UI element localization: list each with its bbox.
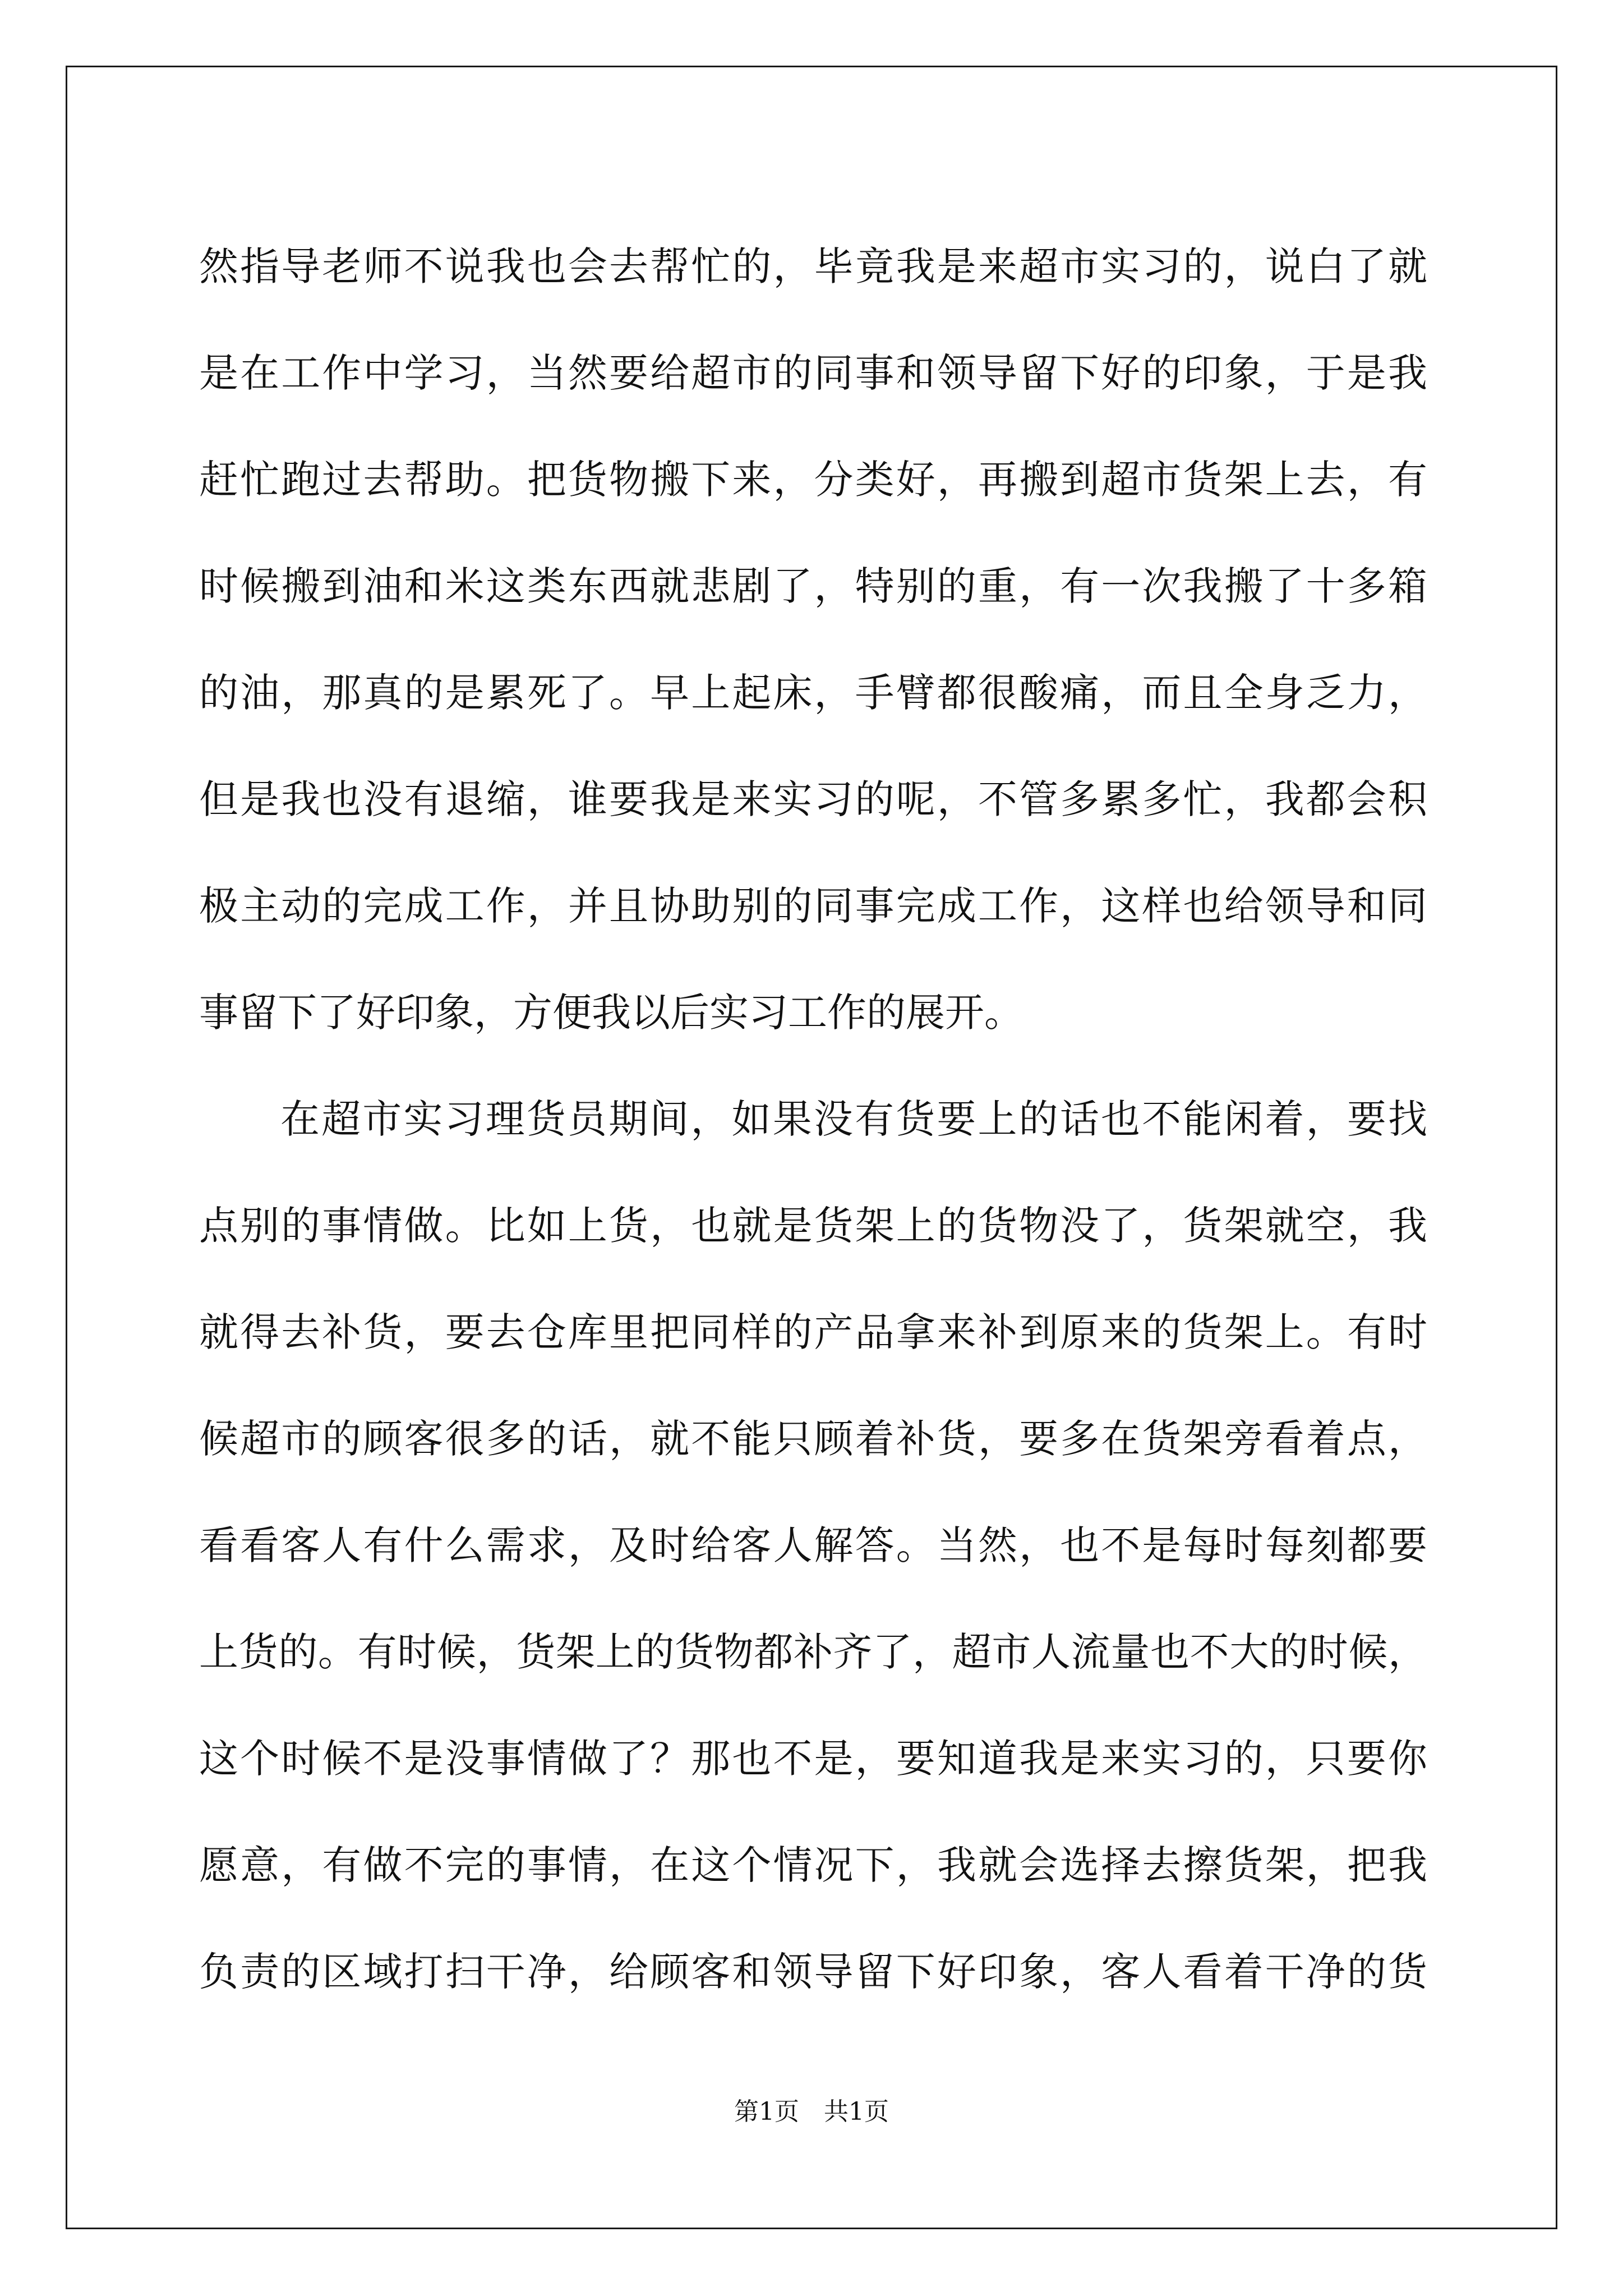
paragraph-2-line-6: 上货的。有时候，货架上的货物都补齐了，超市人流量也不大的时候， — [199, 1629, 1427, 1675]
paragraph-1-line-6: 但是我也没有退缩，谁要我是来实习的呢，不管多累多忙，我都会积 — [199, 776, 1427, 822]
paragraph-2-line-7: 这个时候不是没事情做了？那也不是，要知道我是来实习的，只要你 — [199, 1736, 1427, 1782]
paragraph-2-line-8: 愿意，有做不完的事情，在这个情况下，我就会选择去擦货架，把我 — [199, 1842, 1427, 1888]
paragraph-2-line-2: 点别的事情做。比如上货，也就是货架上的货物没了，货架就空，我 — [199, 1203, 1427, 1249]
paragraph-2-line-5: 看看客人有什么需求，及时给客人解答。当然，也不是每时每刻都要 — [199, 1522, 1427, 1568]
paragraph-2-line-9: 负责的区域打扫干净，给顾客和领导留下好印象，客人看着干净的货 — [199, 1949, 1427, 1995]
paragraph-2-line-3: 就得去补货，要去仓库里把同样的产品拿来补到原来的货架上。有时 — [199, 1309, 1427, 1355]
paragraph-1-line-4: 时候搬到油和米这类东西就悲剧了，特别的重，有一次我搬了十多箱 — [199, 563, 1427, 609]
paragraph-2-line-4: 候超市的顾客很多的话，就不能只顾着补货，要多在货架旁看着点， — [199, 1416, 1427, 1462]
paragraph-1-line-7: 极主动的完成工作，并且协助别的同事完成工作，这样也给领导和同 — [199, 883, 1427, 929]
paragraph-2-line-1: 在超市实习理货员期间，如果没有货要上的话也不能闲着，要找 — [280, 1096, 1427, 1142]
paragraph-1-line-8: 事留下了好印象，方便我以后实习工作的展开。 — [199, 990, 1023, 1036]
paragraph-1-line-1: 然指导老师不说我也会去帮忙的，毕竟我是来超市实习的，说白了就 — [199, 243, 1427, 289]
paragraph-1-line-5: 的油，那真的是累死了。早上起床，手臂都很酸痛，而且全身乏力， — [199, 670, 1427, 716]
paragraph-1-line-2: 是在工作中学习，当然要给超市的同事和领导留下好的印象，于是我 — [199, 350, 1427, 396]
document-body — [199, 213, 1427, 2025]
paragraph-1-line-3: 赶忙跑过去帮助。把货物搬下来，分类好，再搬到超市货架上去，有 — [199, 457, 1427, 503]
page-number-footer: 第1页 共1页 — [734, 2097, 889, 2126]
